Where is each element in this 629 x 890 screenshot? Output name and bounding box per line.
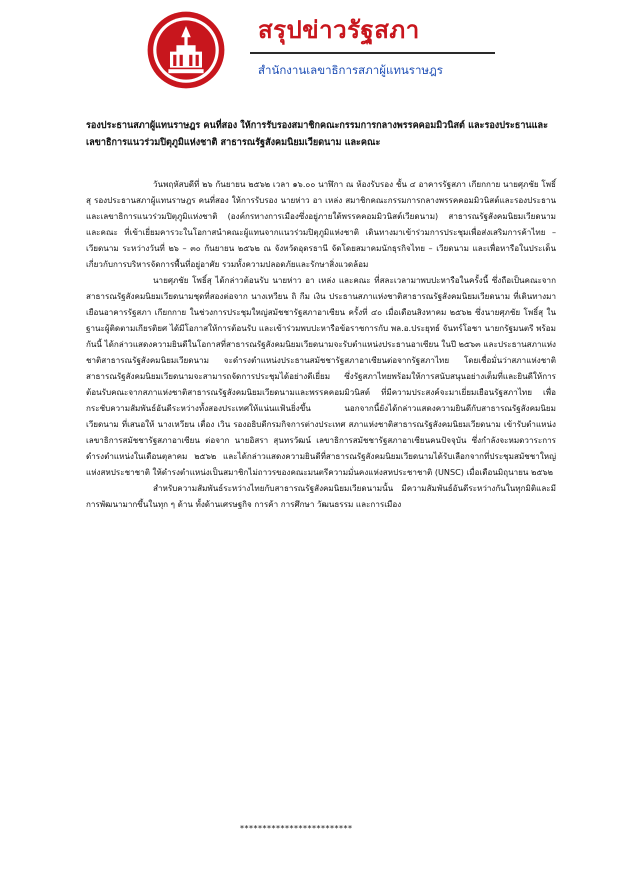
article-paragraph-2: นายศุภชัย โพธิ์สุ ได้กล่าวต้อนรับ นายห่าว อา เหล่ง และคณะ ที่สละเวลามาพบปะหารือในครั้งนี้ ซึ่งถือเป็นคณะจากสาธารณรัฐสังคมนิยมเวียดนามชุดที่สองต่อจาก นางเหวียน ถิ กีม เงิน ประธานสภาแห่งชาติสาธารณรัฐสังคมนิยมเวียดนาม ที่เดินทางมาเยือนอาคารรัฐสภา เกียกกาย ในช่วงการประชุมใหญ่สมัชชารัฐสภาอาเซียน ครั้งที่ ๔๐ เมื่อเดือนสิงหาคม ๒๕๖๒ ซึ่งนายศุภชัย โพธิ์สุ ในฐานะผู้ติดตามเกียรติยศ ได้มีโอกาสให้การต้อนรับ และเข้าร่วมพบปะหารือข้อราชการกับ พล.อ.ประยุทธ์ จันทร์โอชา นายกรัฐมนตรี พร้อมกันนี้ ได้กล่าวแสดงความยินดีในโอกาสที่สาธารณรัฐสังคมนิยมเวียดนามจะรับตำแหน่งประธานอาเซียน ในปี ๒๕๖๓ และประธานสภาแห่งชาติสาธารณรัฐสังคมนิยมเวียดนาม จะดำรงตำแหน่งประธานสมัชชารัฐสภาอาเซียนต่อจากรัฐสภาไทย โดยเชื่อมั่นว่าสภาแห่งชาติสาธารณรัฐสังคมนิยมเวียดนามจะสามารถจัดการประชุมได้อย่างดีเยี่ยม ซึ่งรัฐสภาไทยพร้อมให้การสนับสนุนอย่างเต็มที่และยินดีให้การต้อนรับคณะจากสภาแห่งชาติสาธารณรัฐสังคมนิยมเวียดนามและพรรคคอมมิวนิสต์ ที่มีความประสงค์จะมาเยี่ยมเยือนรัฐสภาไทย เพื่อกระชับความสัมพันธ์อันดีระหว่างทั้งสองประเทศให้แน่นแฟ้นยิ่งขึ้น นอกจากนี้ยังได้กล่าวแสดงความยินดีกับสาธารณรัฐสังคมนิยมเวียดนาม ที่เสนอให้ นางเหวียน เตื่อง เวิน รองอธิบดีกรมกิจการต่างประเทศ สภาแห่งชาติสาธารณรัฐสังคมนิยมเวียดนาม เข้ารับตำแหน่งเลขาธิการสมัชชารัฐสภาอาเซียน ต่อจาก นายอิสรา สุนทรวัฒน์ เลขาธิการสมัชชารัฐสภาอาเซียนคนปัจจุบัน ซึ่งกำลังจะหมดวาระการดำรงตำแหน่งในเดือนตุลาคม ๒๕๖๒ และได้กล่าวแสดงความยินดีที่สาธารณรัฐสังคมนิยมเวียดนามได้รับเลือกจากที่ประชุมสมัชชาใหญ่แห่งสหประชาชาติ ให้ดำรงตำแหน่งเป็นสมาชิกไม่ถาวรของคณะมนตรีความมั่นคงแห่งสหประชาชาติ (UNSC) เมื่อเดือนมิถุนายน ๒๕๖๒ xyxy=(86,275,556,477)
end-separator: ************************* xyxy=(240,824,353,833)
brand-subtitle: สำนักงานเลขาธิการสภาผู้แทนราษฎร xyxy=(258,63,443,77)
article-headline: รองประธานสภาผู้แทนราษฎร คนที่สอง ให้การรับรองสมาชิกคณะกรรมการกลางพรรคคอมมิวนิสต์ และรองประธานและเลขาธิการแนวร่วมปิตุภูมิแห่งชาติ สาธารณรัฐสังคมนิยมเวียดนาม และคณะ xyxy=(86,121,548,148)
parliament-emblem-icon xyxy=(146,10,226,90)
article-paragraph-3: สำหรับความสัมพันธ์ระหว่างไทยกับสาธารณรัฐสังคมนิยมเวียดนามนั้น มีความสัมพันธ์อันดีระหว่างกันในทุกมิติและมีการพัฒนามากขึ้นในทุก ๆ ด้าน ทั้งด้านเศรษฐกิจ การค้า การศึกษา วัฒนธรรม และการเมือง xyxy=(86,483,556,509)
page-header xyxy=(0,0,629,110)
article-body xyxy=(86,118,556,512)
brand-divider xyxy=(250,52,495,54)
article-paragraph-1: วันพฤหัสบดีที่ ๒๖ กันยายน ๒๕๖๒ เวลา ๑๖.๐๐ นาฬิกา ณ ห้องรับรอง ชั้น ๔ อาคารรัฐสภา เกียกกาย นายศุภชัย โพธิ์สุ รองประธานสภาผู้แทนราษฎร คนที่สอง ให้การรับรอง นายห่าว อา เหล่ง สมาชิกคณะกรรมการกลางพรรคคอมมิวนิสต์และรองประธานและเลขาธิการแนวร่วมปิตุภูมิแห่งชาติ (องค์กรทางการเมืองซึ่งอยู่ภายใต้พรรคคอมมิวนิสต์เวียดนาม) สาธารณรัฐสังคมนิยมเวียดนาม และคณะ ที่เข้าเยี่ยมคารวะในโอกาสนำคณะผู้แทนจากแนวร่วมปิตุภูมิแห่งชาติ เดินทางมาเข้าร่วมการประชุมเพื่อส่งเสริมการค้าไทย – เวียดนาม ระหว่างวันที่ ๒๖ – ๓๐ กันยายน ๒๕๖๒ ณ จังหวัดอุดรธานี จัดโดยสมาคมนักธุรกิจไทย – เวียดนาม และเพื่อหารือในประเด็นเกี่ยวกับการบริหารจัดการพื้นที่อยู่อาศัย รวมทั้งความปลอดภัยและรักษาสิ่งแวดล้อม xyxy=(86,179,556,269)
brand-title: สรุปข่าวรัฐสภา xyxy=(258,16,420,44)
